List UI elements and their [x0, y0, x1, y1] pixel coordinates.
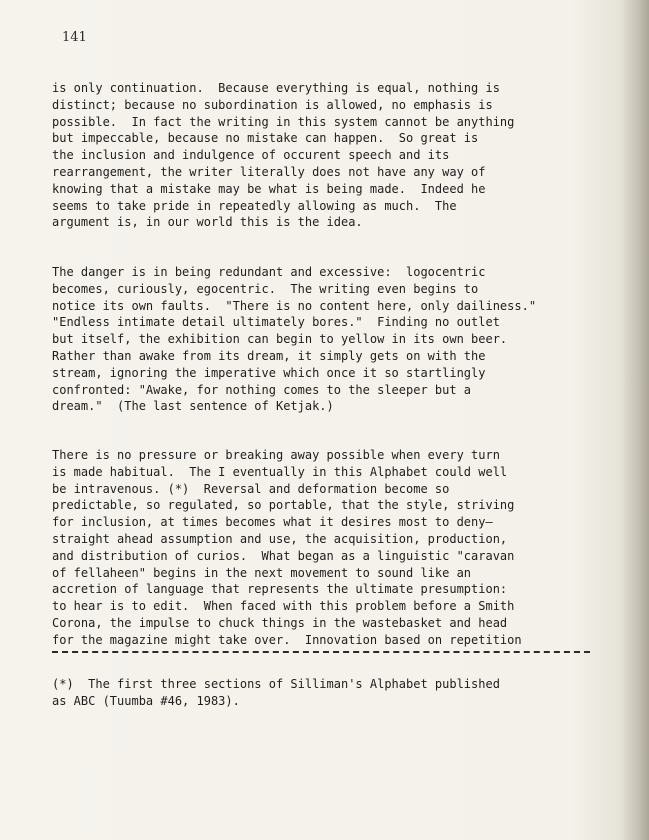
text-line: becomes, curiously, egocentric. The writing even begins to — [52, 281, 479, 296]
paragraph-2 — [52, 264, 536, 415]
text-line: predictable, so regulated, so portable, that the style, striving — [52, 498, 515, 513]
footnote — [52, 676, 500, 710]
text-line: the inclusion and indulgence of occurent speech and its — [52, 148, 450, 163]
text-line: stream, ignoring the imperative which once it so startlingly — [52, 365, 486, 380]
text-line: of fellaheen" begins in the next movement to sound like an — [52, 565, 472, 580]
text-line: argument is, in our world this is the idea. — [52, 215, 363, 230]
paragraph-3 — [52, 447, 522, 649]
text-line: The danger is in being redundant and excessive: logocentric — [52, 265, 486, 279]
text-line: accretion of language that represents the ultimate presumption: — [52, 582, 508, 597]
text-line: Rather than awake from its dream, it simply gets on with the — [52, 348, 486, 363]
text-line: distinct; because no subordination is allowed, no emphasis is — [52, 97, 493, 112]
text-line: to hear is to edit. When faced with this problem before a Smith — [52, 599, 515, 614]
page-number: 141 — [62, 30, 87, 45]
text-line: Corona, the impulse to chuck things in the wastebasket and head — [52, 615, 508, 630]
paragraph-1 — [52, 80, 514, 231]
text-line: confronted: "Awake, for nothing comes to the sleeper but a — [52, 382, 472, 397]
text-line: is made habitual. The I eventually in this Alphabet could well — [52, 464, 508, 479]
text-line: for the magazine might take over. Innovation based on repetition — [52, 632, 522, 647]
text-line: straight ahead assumption and use, the acquisition, production, — [52, 531, 508, 546]
text-line: There is no pressure or breaking away possible when every turn — [52, 448, 500, 462]
dashed-separator — [52, 651, 590, 653]
text-line: but itself, the exhibition can begin to yellow in its own beer. — [52, 332, 508, 347]
text-line: and distribution of curios. What began as a linguistic "caravan — [52, 548, 515, 563]
text-line: for inclusion, at times becomes what it desires most to deny— — [52, 515, 493, 530]
text-line: knowing that a mistake may be what is being made. Indeed he — [52, 181, 486, 196]
text-line: possible. In fact the writing in this system cannot be anything — [52, 114, 515, 129]
text-line: dream." (The last sentence of Ketjak.) — [52, 399, 334, 414]
text-line: is only continuation. Because everything is equal, nothing is — [52, 81, 500, 95]
footnote-line: as ABC (Tuumba #46, 1983). — [52, 693, 240, 708]
text-line: be intravenous. (*) Reversal and deformation become so — [52, 481, 450, 496]
text-line: "Endless intimate detail ultimately bores." Finding no outlet — [52, 315, 500, 330]
text-line: notice its own faults. "There is no content here, only dailiness." — [52, 298, 537, 313]
footnote-line: (*) The first three sections of Silliman's Alphabet published — [52, 677, 500, 691]
text-line: rearrangement, the writer literally does not have any way of — [52, 164, 486, 179]
text-line: seems to take pride in repeatedly allowing as much. The — [52, 198, 457, 213]
text-line: but impeccable, because no mistake can happen. So great is — [52, 131, 479, 146]
spine-shadow — [621, 0, 649, 840]
